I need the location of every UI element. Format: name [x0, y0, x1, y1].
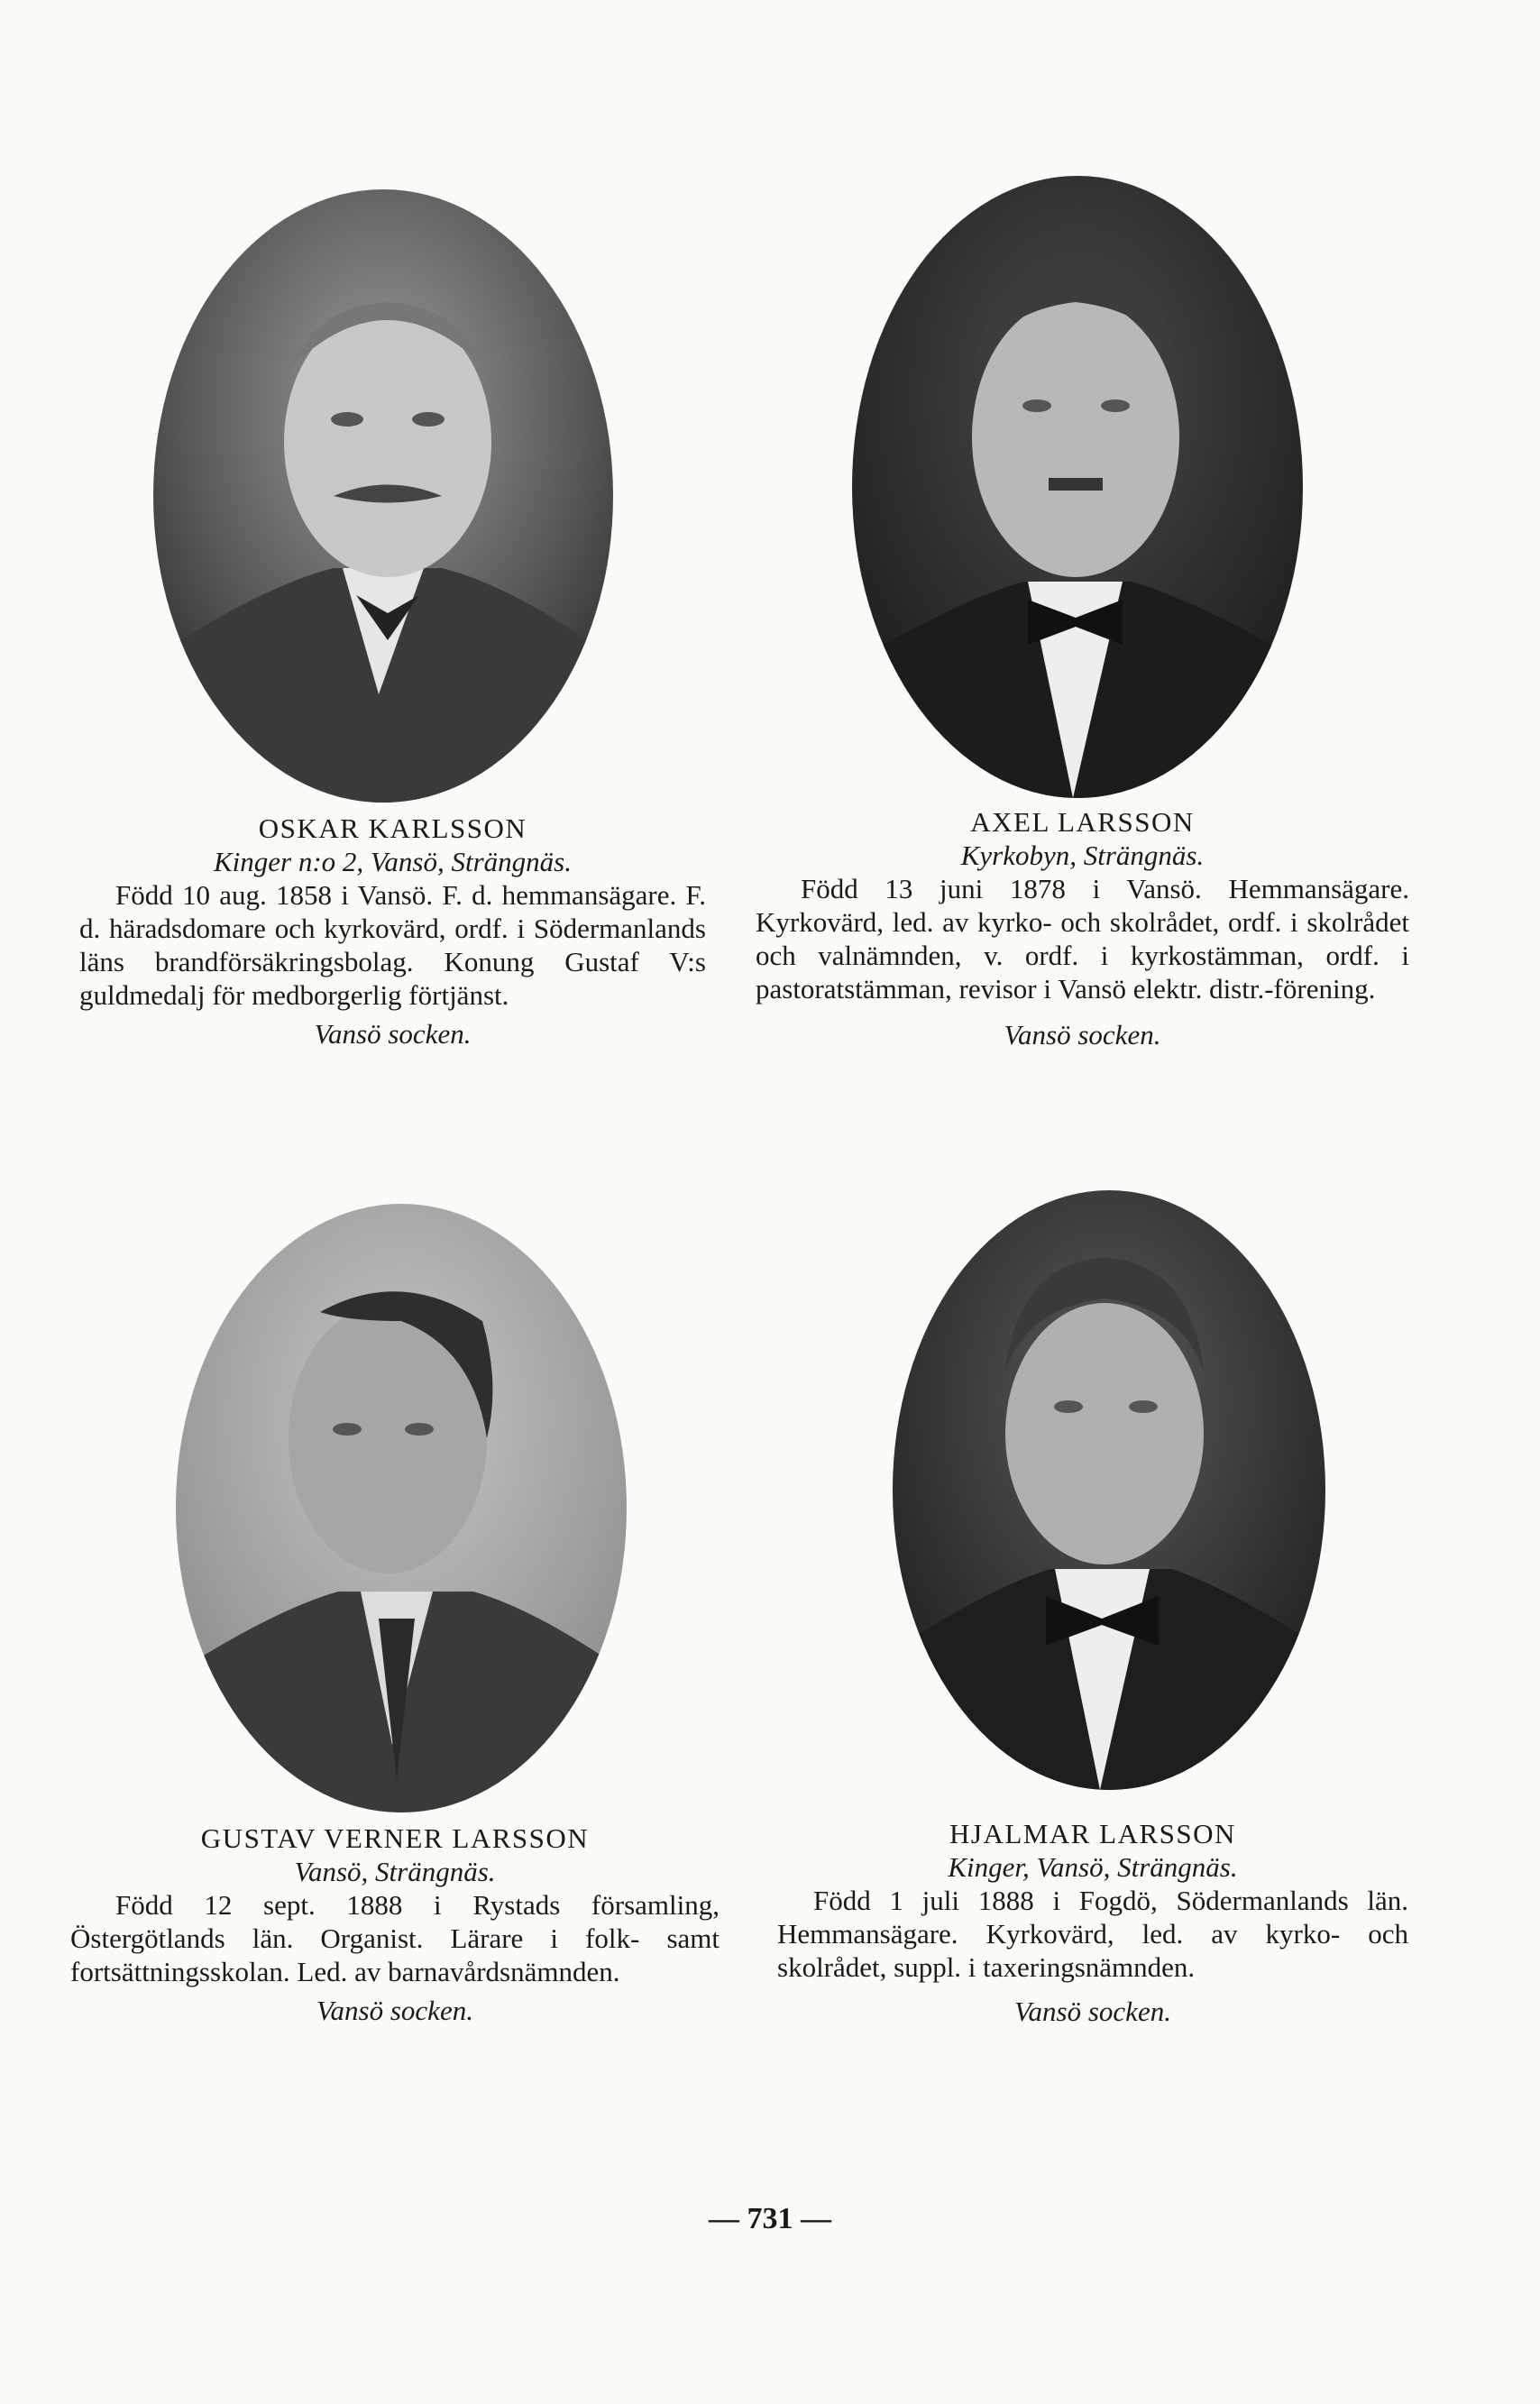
entry-bio: Född 1 juli 1888 i Fogdö, Södermanlands län. Hemmansägare. Kyrkovärd, led. av kyrko- och skolrådet, suppl. i taxeringsnämnden. — [777, 1885, 1408, 1983]
entry-bio: Född 12 sept. 1888 i Rystads församling, Östergötlands län. Organist. Lärare i folk- samt fortsättningsskolan. Led. av barnavårdsnämnden. — [70, 1889, 720, 1987]
portrait-hjalmar-larsson — [893, 1190, 1325, 1790]
entry-socken: Vansö socken. — [314, 1018, 472, 1050]
entry-hjalmar-larsson — [777, 1817, 1408, 2028]
entry-socken: Vansö socken. — [1004, 1019, 1161, 1051]
entry-name: OSKAR KARLSSON — [258, 812, 527, 844]
entry-axel-larsson — [756, 805, 1409, 1051]
entry-name: HJALMAR LARSSON — [949, 1818, 1236, 1849]
entry-place: Kyrkobyn, Strängnäs. — [960, 840, 1205, 871]
entry-socken: Vansö socken. — [1014, 1996, 1171, 2027]
entry-gustav-verner-larsson — [70, 1821, 720, 2027]
page-number: — 731 — — [709, 2202, 831, 2235]
entry-name: AXEL LARSSON — [970, 806, 1195, 838]
entry-oskar-karlsson — [79, 812, 706, 1051]
entry-place: Vansö, Strängnäs. — [294, 1856, 496, 1887]
portrait-oskar-karlsson — [153, 189, 613, 803]
entry-place: Kinger, Vansö, Strängnäs. — [948, 1851, 1238, 1883]
entry-bio: Född 13 juni 1878 i Vansö. Hemmansägare. Kyrkovärd, led. av kyrko- och skolrådet, ordf. i skolrådet och valnämnden, v. ordf. i kyrkostämman, ordf. i pastoratstämman, revisor i Vansö elektr. distr.-förening. — [756, 873, 1409, 1005]
portrait-gustav-verner-larsson — [176, 1204, 627, 1812]
entry-name: GUSTAV VERNER LARSSON — [200, 1822, 590, 1854]
entry-place: Kinger n:o 2, Vansö, Strängnäs. — [214, 846, 572, 877]
entry-bio: Född 10 aug. 1858 i Vansö. F. d. hemmansägare. F. d. häradsdomare och kyrkovärd, ordf. i Södermanlands läns brandförsäkringsbolag. Konung Gustaf V:s guldmedalj för medborgerlig förtjänst. — [79, 879, 706, 1011]
entry-socken: Vansö socken. — [316, 1995, 473, 2026]
portrait-axel-larsson — [852, 176, 1303, 798]
